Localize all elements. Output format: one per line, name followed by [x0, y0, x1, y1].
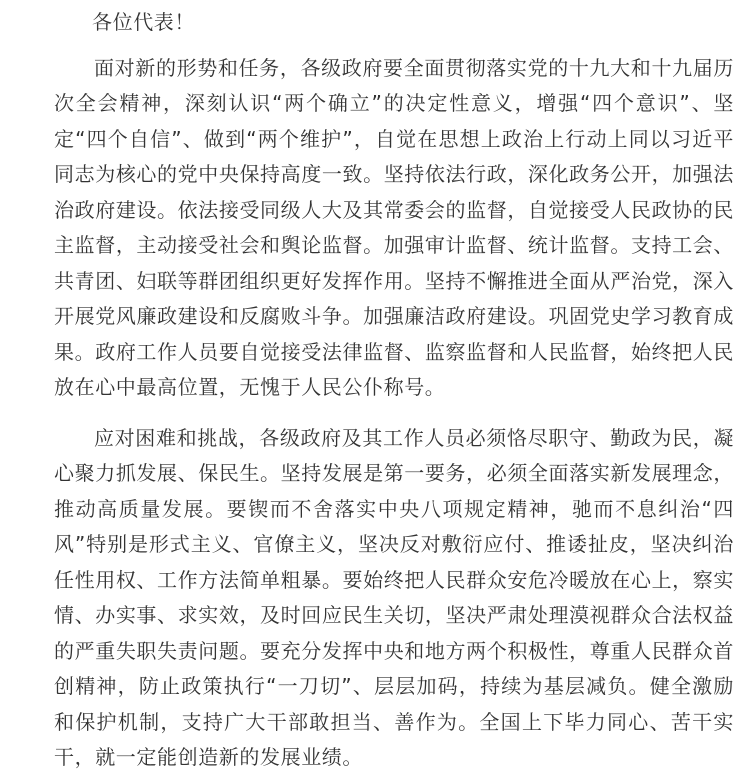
- paragraph-1: 面对新的形势和任务，各级政府要全面贯彻落实党的十九大和十九届历次全会精神，深刻认识“两个确立”的决定性意义，增强“四个意识”、坚定“四个自信”、做到“两个维护”，自觉在思想上政治上行动上同以习近平同志为核心的党中央保持高度一致。坚持依法行政，深化政务公开，加强法治政府建设。依法接受同级人大及其常委会的监督，自觉接受人民政协的民主监督，主动接受社会和舆论监督。加强审计监督、统计监督。支持工会、共青团、妇联等群团组织更好发挥作用。坚持不懈推进全面从严治党，深入开展党风廉政建设和反腐败斗争。加强廉洁政府建设。巩固党史学习教育成果。政府工作人员要自觉接受法律监督、监察监督和人民监督，始终把人民放在心中最高位置，无愧于人民公仆称号。: [54, 55, 734, 399]
- greeting: 各位代表！: [92, 10, 195, 34]
- paragraph-2: 应对困难和挑战，各级政府及其工作人员必须恪尽职守、勤政为民，凝心聚力抓发展、保民生。坚持发展是第一要务，必须全面落实新发展理念，推动高质量发展。要锲而不舍落实中央八项规定精神，驰而不息纠治“四风”特别是形式主义、官僚主义，坚决反对敷衍应付、推诿扯皮，坚决纠治任性用权、工作方法简单粗暴。要始终把人民群众安危冷暖放在心上，察实情、办实事、求实效，及时回应民生关切，坚决严肃处理漠视群众合法权益的严重失职失责问题。要充分发挥中央和地方两个积极性，尊重人民群众首创精神，防止政策执行“一刀切”、层层加码，持续为基层减负。健全激励和保护机制，支持广大干部敢担当、善作为。全国上下毕力同心、苦干实干，就一定能创造新的发展业绩。: [54, 425, 734, 769]
